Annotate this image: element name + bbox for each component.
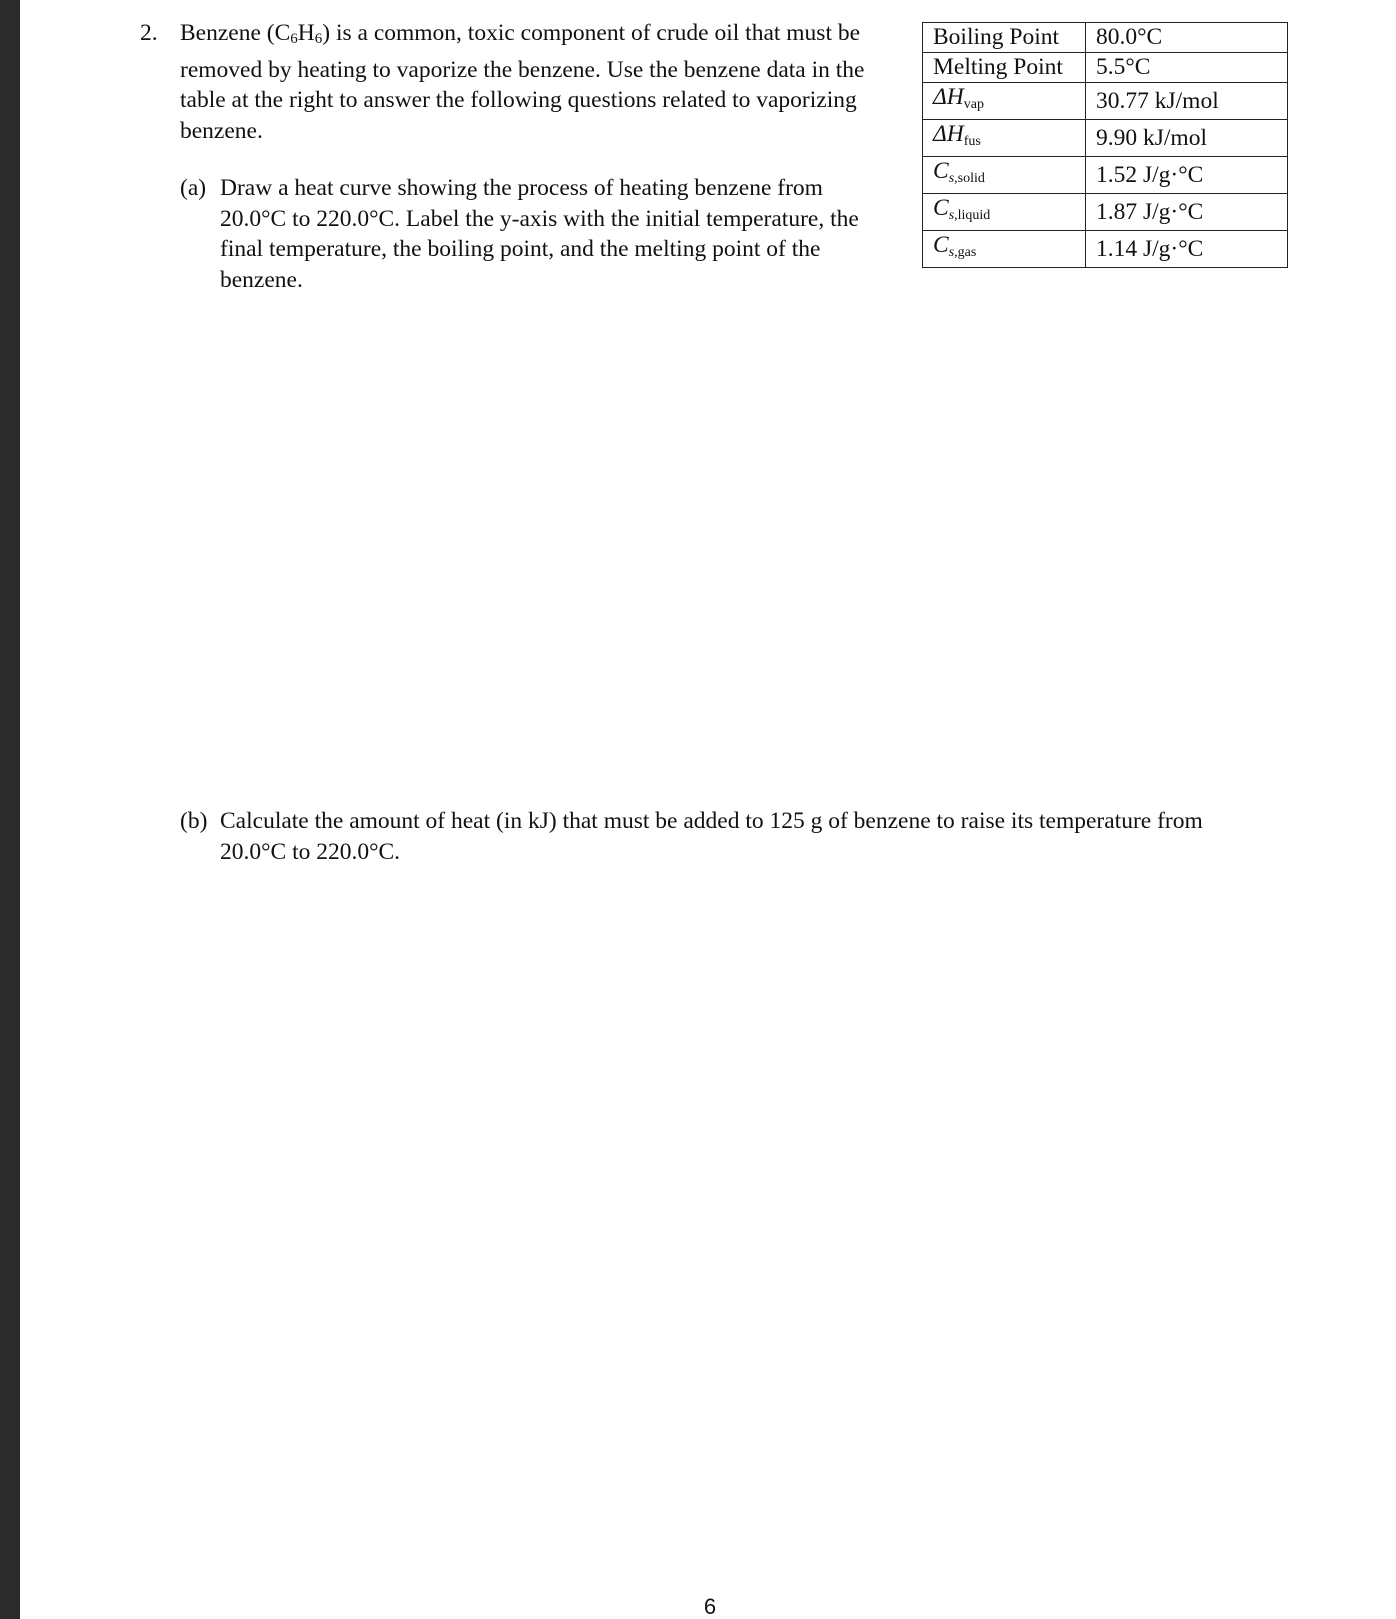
benzene-data-table xyxy=(922,22,1288,268)
intro-line-4: benzene. xyxy=(180,117,263,144)
question-number: 2. xyxy=(140,20,158,46)
specific-heat-symbol: C xyxy=(933,195,949,221)
intro-line-1-end: ) is a common, toxic component of crude oil that must be xyxy=(322,20,861,46)
part-b-line-2: 20.0°C to 220.0°C. xyxy=(220,838,401,865)
part-a-line-2: 20.0°C to 220.0°C. Label the y-axis with the initial temperature, the xyxy=(220,205,859,232)
row-label-cs-solid xyxy=(923,157,1086,194)
delta-h-symbol: ΔH xyxy=(933,121,964,147)
row-label-delta-h-fus xyxy=(923,120,1086,157)
cs-gas-subscript: ,gas xyxy=(954,245,977,260)
row-value-melting-point: 5.5°C xyxy=(1086,53,1288,83)
left-edge-bar xyxy=(0,0,20,1619)
table-row xyxy=(923,53,1288,83)
row-label-cs-liquid xyxy=(923,194,1086,231)
part-a-line-1: Draw a heat curve showing the process of heating benzene from xyxy=(220,175,823,201)
cs-solid-subscript: ,solid xyxy=(954,171,985,186)
intro-line-1 xyxy=(180,18,915,55)
part-b-label: (b) xyxy=(180,808,208,834)
part-a-line-4: benzene. xyxy=(220,266,303,293)
delta-h-fus-subscript: fus xyxy=(963,134,981,149)
row-value-delta-h-vap: 30.77 kJ/mol xyxy=(1086,83,1288,120)
benzene-formula-subscript-c: 6 xyxy=(290,31,298,47)
part-a-line-3: final temperature, the boiling point, and the melting point of the xyxy=(220,236,821,262)
table-row xyxy=(923,23,1288,53)
table-row xyxy=(923,83,1288,120)
page-number: 6 xyxy=(703,1594,717,1619)
row-value-cs-liquid: 1.87 J/g·°C xyxy=(1086,194,1288,231)
part-a-text xyxy=(220,173,910,295)
row-value-cs-solid: 1.52 J/g·°C xyxy=(1086,157,1288,194)
table-row xyxy=(923,157,1288,194)
specific-heat-s-subscript: s xyxy=(948,208,955,223)
specific-heat-s-subscript: s xyxy=(948,171,955,186)
delta-h-symbol: ΔH xyxy=(933,84,964,110)
part-b-line-1: Calculate the amount of heat (in kJ) that must be added to 125 g of benzene to raise its temperature from xyxy=(220,808,1203,834)
cs-liquid-subscript: ,liquid xyxy=(954,208,991,223)
specific-heat-symbol: C xyxy=(933,232,949,258)
row-value-boiling-point: 80.0°C xyxy=(1086,23,1288,53)
part-a-label: (a) xyxy=(180,175,207,201)
intro-line-3: table at the right to answer the following questions related to vaporizing xyxy=(180,87,857,113)
table-row xyxy=(923,120,1288,157)
delta-h-vap-subscript: vap xyxy=(963,97,984,112)
benzene-formula-h: H xyxy=(297,20,315,46)
intro-line-2: removed by heating to vaporize the benzene. Use the benzene data in the xyxy=(180,56,865,83)
table-row xyxy=(923,194,1288,231)
specific-heat-s-subscript: s xyxy=(948,245,955,260)
part-b-text xyxy=(220,806,1340,867)
row-value-delta-h-fus: 9.90 kJ/mol xyxy=(1086,120,1288,157)
benzene-formula-subscript-h: 6 xyxy=(314,31,323,47)
specific-heat-symbol: C xyxy=(933,158,949,184)
question-intro xyxy=(180,18,915,146)
row-label-boiling-point: Boiling Point xyxy=(923,23,1086,53)
row-value-cs-gas: 1.14 J/g·°C xyxy=(1086,231,1288,268)
intro-line-1-start: Benzene (C xyxy=(180,20,291,46)
row-label-cs-gas xyxy=(923,231,1086,268)
table-row xyxy=(923,231,1288,268)
row-label-melting-point: Melting Point xyxy=(923,53,1086,83)
row-label-delta-h-vap xyxy=(923,83,1086,120)
